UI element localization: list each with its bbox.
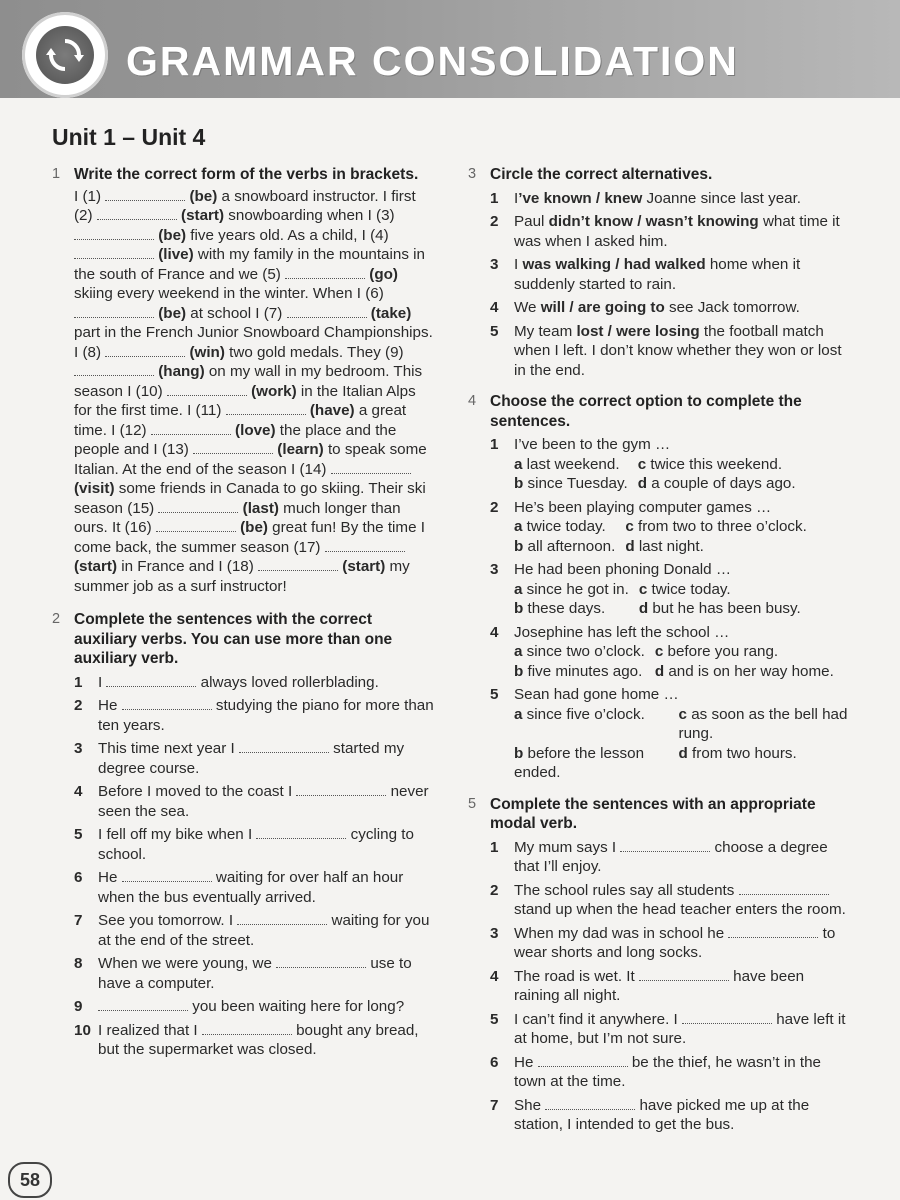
exercise-item <box>490 189 853 209</box>
answer-blank[interactable] <box>158 500 238 513</box>
option-text[interactable]: a couple of days ago. <box>651 475 796 492</box>
answer-blank[interactable] <box>256 826 346 839</box>
item-number: 3 <box>490 256 499 273</box>
option-letter[interactable]: a <box>514 705 527 723</box>
option-letter[interactable]: b <box>514 475 528 492</box>
exercise-item <box>74 673 437 693</box>
item-number: 5 <box>490 686 499 703</box>
option-text[interactable]: before you rang. <box>667 643 779 660</box>
exercise-number: 4 <box>468 393 477 409</box>
item-number: 4 <box>74 783 83 800</box>
item-number: 6 <box>74 869 83 886</box>
item-text: studying the piano for more than ten years. <box>98 697 434 734</box>
answer-blank[interactable] <box>258 558 338 571</box>
item-text: I realized that I <box>98 1021 202 1039</box>
exercise-item <box>490 1010 853 1049</box>
answer-blank[interactable] <box>106 674 196 687</box>
exercise-item <box>490 685 853 783</box>
option-letter[interactable]: a <box>514 643 527 660</box>
item-number: 4 <box>490 967 499 985</box>
answer-blank[interactable] <box>682 1011 772 1024</box>
option-letter[interactable]: b <box>514 662 528 680</box>
item-text: When my dad was in school he <box>514 924 729 942</box>
option-text[interactable]: and is on her way home. <box>668 662 834 680</box>
option-letter[interactable]: c <box>625 518 638 535</box>
exercise-item <box>490 322 853 381</box>
item-number: 4 <box>490 623 499 641</box>
item-text: I <box>514 189 519 207</box>
exercise-item <box>490 881 853 920</box>
item-number: 7 <box>74 912 83 929</box>
answer-blank[interactable] <box>276 955 366 968</box>
exercise-2-items <box>74 673 437 1060</box>
item-text: cycling to school. <box>98 826 414 863</box>
item-number: 1 <box>490 436 499 453</box>
answer-blank[interactable] <box>287 305 367 318</box>
item-text: He <box>514 1053 538 1071</box>
exercise-item <box>74 739 437 778</box>
exercise-item <box>74 868 437 907</box>
option-letter[interactable]: a <box>514 580 527 598</box>
exercise-item <box>490 623 853 682</box>
exercise-item <box>490 1096 853 1135</box>
item-text: I <box>514 256 523 273</box>
option-letter[interactable]: c <box>678 705 692 723</box>
exercise-item <box>490 212 853 251</box>
item-number: 5 <box>74 826 83 843</box>
item-text: I fell off my bike when I <box>98 826 257 843</box>
option-letter[interactable]: c <box>637 455 651 473</box>
answer-blank[interactable] <box>728 925 818 938</box>
text-segment: (be) at school I (7) <box>158 304 287 322</box>
alternatives[interactable]: will / are going to <box>540 299 665 316</box>
answer-blank[interactable] <box>167 383 247 396</box>
item-text: started my degree course. <box>98 740 405 777</box>
option-text[interactable]: five minutes ago. <box>527 662 643 680</box>
item-text: have picked me up at the station, I intended to get the bus. <box>514 1096 810 1133</box>
item-number: 3 <box>74 740 83 757</box>
option-text[interactable]: twice this weekend. <box>650 455 783 473</box>
option-text[interactable]: twice today. <box>651 580 731 598</box>
exercise-3 <box>468 165 853 380</box>
text-segment: (learn) to speak some Italian. At the end of the season I (14) <box>74 441 427 478</box>
option-text[interactable]: before the lesson ended. <box>514 744 645 781</box>
item-text: When we were young, we <box>98 955 277 972</box>
refresh-cycle-icon <box>44 34 86 76</box>
item-number: 1 <box>74 673 83 691</box>
header-banner <box>0 0 900 98</box>
options-grid <box>514 455 796 494</box>
text-segment: (visit) some friends in Canada to go skiing. Their ski season (15) <box>74 480 426 517</box>
exercise-item <box>74 997 437 1017</box>
exercise-item <box>74 911 437 950</box>
item-text: the football match when I left. I don’t know whether they won or lost in the end. <box>514 322 842 379</box>
answer-blank[interactable] <box>74 227 154 240</box>
option-text[interactable]: these days. <box>527 600 606 617</box>
answer-blank[interactable] <box>122 869 212 882</box>
option-letter[interactable]: b <box>514 600 528 617</box>
answer-blank[interactable] <box>156 519 236 532</box>
item-number: 6 <box>490 1053 499 1071</box>
exercise-item <box>74 696 437 735</box>
option-letter[interactable]: a <box>514 518 527 535</box>
item-text: you been waiting here for long? <box>188 998 405 1015</box>
exercise-item <box>490 255 853 294</box>
alternatives[interactable]: was walking / had walked <box>522 256 706 273</box>
exercise-item <box>490 838 853 877</box>
text-segment: (last) much longer than ours. It (16) <box>74 499 401 536</box>
exercise-5 <box>468 795 853 1135</box>
item-number: 5 <box>490 322 499 340</box>
answer-blank[interactable] <box>639 968 729 981</box>
option-text[interactable]: since two o’clock. <box>526 643 645 660</box>
text-segment: (go) skiing every weekend in the winter. When I (6) <box>74 265 398 302</box>
text-segment: (win) two gold medals. They (9) <box>189 343 404 361</box>
option-letter[interactable]: d <box>638 600 653 617</box>
item-stem: He’s been playing computer games … <box>514 498 772 516</box>
option-text[interactable]: last night. <box>638 537 704 555</box>
exercise-5-items <box>490 838 853 1135</box>
answer-blank[interactable] <box>202 1022 292 1035</box>
item-number: 3 <box>490 924 499 942</box>
exercise-item <box>490 1053 853 1092</box>
item-text: never seen the sea. <box>98 783 429 820</box>
option-letter[interactable]: d <box>678 744 693 762</box>
exercise-number: 5 <box>468 795 477 812</box>
item-text: what time it was when I asked him. <box>514 213 840 250</box>
item-number: 2 <box>490 213 499 230</box>
text-segment: (start) snowboarding when I (3) <box>181 207 395 224</box>
text-segment: (work) in the Italian Alps for the first time. I (11) <box>74 382 416 419</box>
exercise-1-text <box>74 187 437 597</box>
alternatives[interactable]: ’ve known / knew <box>518 189 643 207</box>
item-text: My team <box>514 322 577 340</box>
item-text: See you tomorrow. I <box>98 912 238 929</box>
item-number: 8 <box>74 955 83 972</box>
answer-blank[interactable] <box>226 402 306 415</box>
item-text: waiting for you at the end of the street. <box>98 912 430 949</box>
option-text[interactable]: since five o’clock. <box>526 705 645 723</box>
item-text: This time next year I <box>98 740 239 757</box>
left-column <box>52 165 437 1060</box>
answer-blank[interactable] <box>122 697 212 710</box>
item-text: The road is wet. It <box>514 967 639 985</box>
options-grid <box>514 580 801 619</box>
item-text: We <box>514 299 541 316</box>
options-grid <box>514 705 853 783</box>
answer-blank[interactable] <box>620 839 710 852</box>
option-text[interactable]: as soon as the bell had rung. <box>678 705 848 742</box>
option-text[interactable]: since he got in. <box>526 580 629 598</box>
answer-blank[interactable] <box>331 461 411 474</box>
item-text: Paul <box>514 213 549 230</box>
option-text[interactable]: since Tuesday. <box>527 475 628 492</box>
option-letter[interactable]: a <box>514 455 527 473</box>
answer-blank[interactable] <box>545 1097 635 1110</box>
answer-blank[interactable] <box>105 188 185 201</box>
alternatives[interactable]: lost / were losing <box>576 322 700 340</box>
option-letter[interactable]: d <box>654 662 669 680</box>
option-letter[interactable]: d <box>625 537 639 555</box>
alternatives[interactable]: didn’t know / wasn’t knowing <box>548 213 759 230</box>
item-text: see Jack tomorrow. <box>664 299 800 316</box>
unit-title: Unit 1 – Unit 4 <box>52 124 206 150</box>
item-text: I <box>98 673 107 691</box>
item-text: always loved rollerblading. <box>196 673 379 691</box>
options-grid <box>514 517 807 556</box>
item-text: home when it suddenly started to rain. <box>514 256 801 293</box>
item-text: My mum says I <box>514 838 621 856</box>
option-letter[interactable]: d <box>637 475 652 492</box>
item-text: I can’t find it anywhere. I <box>514 1010 682 1028</box>
option-letter[interactable]: b <box>514 537 528 555</box>
exercise-item <box>74 954 437 993</box>
text-segment: (start) in France and I (18) <box>74 558 259 575</box>
option-text[interactable]: but he has been busy. <box>652 600 801 617</box>
exercise-item <box>490 924 853 963</box>
item-number: 2 <box>74 697 83 714</box>
exercise-2 <box>52 610 437 1060</box>
item-text: bought any bread, but the supermarket was closed. <box>98 1021 419 1058</box>
exercise-item <box>74 782 437 821</box>
options-grid <box>514 642 834 681</box>
exercise-instruction: Write the correct form of the verbs in brackets. <box>74 166 419 183</box>
item-stem: He had been phoning Donald … <box>514 561 732 578</box>
exercise-item <box>490 498 853 557</box>
text-segment: I (1) <box>74 187 106 205</box>
item-number: 10 <box>74 1021 91 1039</box>
item-number: 9 <box>74 998 83 1015</box>
answer-blank[interactable] <box>97 207 177 220</box>
item-text: The school rules say all students <box>514 881 739 899</box>
exercise-instruction: Circle the correct alternatives. <box>490 166 713 183</box>
option-text[interactable]: from two hours. <box>692 744 797 762</box>
item-text: to wear shorts and long socks. <box>514 924 836 961</box>
exercise-4-items <box>490 435 853 783</box>
exercise-number: 1 <box>52 166 61 182</box>
option-letter[interactable]: b <box>514 744 528 762</box>
answer-blank[interactable] <box>325 539 405 552</box>
answer-blank[interactable] <box>285 266 365 279</box>
exercise-item <box>490 967 853 1006</box>
answer-blank[interactable] <box>237 912 327 925</box>
text-segment: (be) a snowboard instructor. I first (2) <box>74 187 416 224</box>
answer-blank[interactable] <box>74 246 154 259</box>
answer-blank[interactable] <box>105 344 185 357</box>
item-number: 5 <box>490 1010 499 1028</box>
option-text[interactable]: from two to three o’clock. <box>637 518 807 535</box>
item-text: He <box>98 697 122 714</box>
text-segment: (live) with my family in the mountains in the south of France and we (5) <box>74 246 425 283</box>
answer-blank[interactable] <box>151 422 231 435</box>
item-number: 1 <box>490 189 499 207</box>
item-stem: I’ve been to the gym … <box>514 436 671 453</box>
exercise-1 <box>52 165 437 596</box>
item-number: 2 <box>490 881 499 899</box>
exercise-4 <box>468 392 853 783</box>
item-number: 3 <box>490 561 499 578</box>
exercise-3-items <box>490 189 853 381</box>
item-stem: Sean had gone home … <box>514 686 679 703</box>
answer-blank[interactable] <box>98 998 188 1011</box>
text-segment: (love) the place and the people and I (13) <box>74 421 397 458</box>
option-text[interactable]: last weekend. <box>526 455 620 473</box>
item-text: Joanne since last year. <box>642 189 802 207</box>
text-segment: (have) a great time. I (12) <box>74 402 407 439</box>
answer-blank[interactable] <box>74 305 154 318</box>
text-segment: (hang) on my wall in my bedroom. This season I (10) <box>74 363 423 400</box>
item-text: Before I moved to the coast I <box>98 783 297 800</box>
option-letter[interactable]: c <box>638 580 652 598</box>
item-text: waiting for over half an hour when the bus eventually arrived. <box>98 869 404 906</box>
text-segment: (be) great fun! By the time I come back, the summer season (17) <box>74 519 425 556</box>
item-number: 4 <box>490 299 499 316</box>
section-logo <box>22 12 108 98</box>
item-text: use to have a computer. <box>98 955 412 992</box>
right-column <box>468 165 853 1135</box>
answer-blank[interactable] <box>739 882 829 895</box>
option-text[interactable]: twice today. <box>526 518 606 535</box>
answer-blank[interactable] <box>296 783 386 796</box>
exercise-item <box>74 825 437 864</box>
text-segment: (take) part in the French Junior Snowboard Championships. I (8) <box>74 304 433 361</box>
item-text: He <box>98 869 122 886</box>
item-text: She <box>514 1096 546 1114</box>
item-stem: Josephine has left the school … <box>514 623 730 641</box>
exercise-instruction: Complete the sentences with the correct auxiliary verbs. You can use more than one auxiliary verb. <box>74 611 393 667</box>
exercise-number: 2 <box>52 611 61 627</box>
text-segment: (start) my summer job as a surf instructor! <box>74 558 410 595</box>
page-number: 58 <box>8 1162 52 1198</box>
exercise-instruction: Complete the sentences with an appropriate modal verb. <box>490 795 816 832</box>
answer-blank[interactable] <box>538 1054 628 1067</box>
item-text: stand up when the head teacher enters the room. <box>514 901 846 918</box>
item-number: 7 <box>490 1096 499 1114</box>
item-number: 1 <box>490 838 499 856</box>
item-text: be the thief, he wasn’t in the town at the time. <box>514 1053 821 1090</box>
answer-blank[interactable] <box>193 441 273 454</box>
answer-blank[interactable] <box>239 740 329 753</box>
text-segment: (be) five years old. As a child, I (4) <box>158 226 389 244</box>
exercise-item <box>490 560 853 619</box>
option-text[interactable]: all afternoon. <box>527 537 616 555</box>
answer-blank[interactable] <box>74 363 154 376</box>
exercise-item <box>74 1021 437 1060</box>
item-text: have been raining all night. <box>514 967 805 1004</box>
item-text: choose a degree that I’ll enjoy. <box>514 838 828 875</box>
exercise-number: 3 <box>468 166 477 182</box>
exercise-item <box>490 298 853 318</box>
banner-title: GRAMMAR CONSOLIDATION <box>126 38 739 84</box>
item-text: have left it at home, but I’m not sure. <box>514 1010 846 1047</box>
exercise-instruction: Choose the correct option to complete the sentences. <box>490 393 802 430</box>
item-number: 2 <box>490 498 499 516</box>
exercise-item <box>490 435 853 494</box>
option-letter[interactable]: c <box>654 643 668 660</box>
